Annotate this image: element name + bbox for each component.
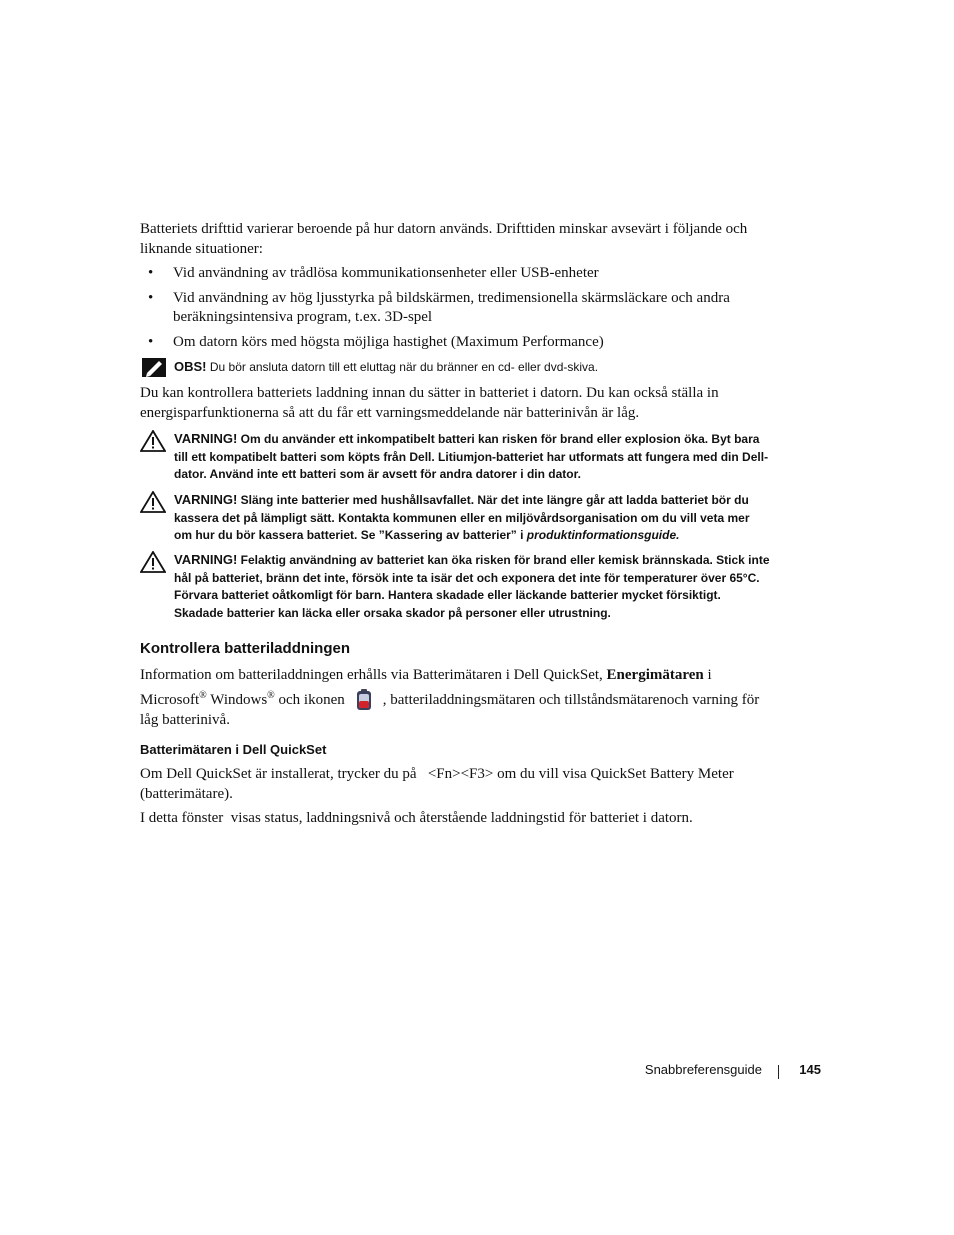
- pencil-note-icon: [142, 358, 168, 378]
- section-heading: Kontrollera batteriladdningen: [140, 640, 351, 657]
- obs-text: Du bör ansluta datorn till ett eluttag när du bränner en cd- eller dvd-skiva.: [209, 360, 599, 374]
- page-footer: [600, 1062, 825, 1082]
- warning-text: Släng inte batterier med hushållsavfallet. När det inte längre går att ladda batteriet bör du kassera det på lämpligt sätt. Kontakta kommunen eller en miljövårdsorganisation om du vill veta mer om hur du bör kassera batteriet. Se ”Kassering av batterier” i: [174, 493, 750, 542]
- list-item-text: Vid användning av hög ljusstyrka på bildskärmen, tredimensionella skärmsläckare och andra beräkningsintensiva program, t.ex. 3D-spel: [173, 289, 730, 325]
- warning-2: [140, 491, 770, 545]
- quickset-paragraph: Om Dell QuickSet är installerat, trycker du på <Fn><F3> om du vill visa QuickSet Battery Meter (batterimätare).: [140, 766, 738, 802]
- footer-divider: [778, 1065, 779, 1079]
- warning-text: Felaktig användning av batteriet kan öka risken för brand eller kemisk brännskada. Stick inte hål på batteriet, bränn det inte, försök inte ta isär det och exponera det inte för temperaturer över 65°C. Förvara batteriet oåtkomligt för barn. Hantera skadade eller läckande batterier mycket försiktigt. Skadade batterier kan läcka eller orsaka skador på personer eller utrustning.: [174, 553, 770, 620]
- registered-mark: ®: [267, 689, 275, 701]
- text-segment: Information om batteriladdningen erhålls via Batterimätaren i Dell QuickSet,: [140, 667, 607, 683]
- energy-meter-term: Energimätaren: [606, 667, 704, 683]
- text-segment: Windows: [206, 691, 268, 708]
- warning-label: VARNING!: [174, 492, 238, 507]
- footer-title: Snabbreferensguide: [644, 1062, 762, 1077]
- warning-label: VARNING!: [174, 431, 238, 446]
- warning-triangle-icon: [140, 491, 166, 513]
- text-segment: , batteriladdningsmätaren och tillståndsmätarenoch varning för låg batterinivå.: [140, 691, 760, 729]
- battery-meter-icon: [355, 689, 373, 711]
- list-item-text: Om datorn körs med högsta möjliga hastighet (Maximum Performance): [173, 333, 604, 350]
- warning-triangle-icon: [140, 551, 166, 573]
- battery-info-paragraph: [140, 666, 760, 731]
- warning-text: Om du använder ett inkompatibelt batteri kan risken för brand eller explosion öka. Byt bara till ett kompatibelt batteri som köpts från Dell. Litiumjon-batteriet har utformats att fungera med din Dell-dator. Använd inte ett batteri som är avsett för andra datorer i din dator.: [174, 432, 769, 481]
- list-item: • Vid användning av hög ljusstyrka på bildskärmen, tredimensionella skärmsläckare och andra beräkningsintensiva program, t.ex. 3D-spel: [148, 289, 730, 325]
- text-segment: i Microsoft: [140, 667, 712, 708]
- warning-triangle-icon: [140, 430, 166, 452]
- text-segment: och ikonen: [274, 691, 345, 708]
- warning-label: VARNING!: [174, 552, 238, 567]
- warning-1: [140, 430, 770, 484]
- guide-reference: produktinformationsguide.: [526, 528, 680, 542]
- list-item-text: Vid användning av trådlösa kommunikationsenheter eller USB-enheter: [173, 265, 599, 281]
- intro-paragraph: Batteriets drifttid varierar beroende på hur datorn används. Drifttiden minskar avsevärt i följande och liknande situationer:: [140, 221, 748, 257]
- subsection-heading: Batterimätaren i Dell QuickSet: [140, 742, 327, 757]
- obs-label: OBS!: [174, 359, 207, 374]
- list-item: • Om datorn körs med högsta möjliga hastighet (Maximum Performance): [148, 333, 604, 350]
- check-battery-paragraph: Du kan kontrollera batteriets laddning innan du sätter in batteriet i datorn. Du kan också ställa in energisparfunktionerna så att du får ett varningsmeddelande när batterinivån är låg.: [140, 385, 719, 421]
- warning-3: [140, 551, 770, 622]
- situation-list: [140, 264, 760, 357]
- page-number: 145: [799, 1062, 821, 1077]
- status-paragraph: I detta fönster visas status, laddningsnivå och återstående laddningstid för batteriet i datorn.: [140, 810, 693, 826]
- list-item: • Vid användning av trådlösa kommunikationsenheter eller USB-enheter: [148, 265, 599, 281]
- registered-mark: ®: [199, 689, 207, 701]
- obs-note: [140, 358, 780, 376]
